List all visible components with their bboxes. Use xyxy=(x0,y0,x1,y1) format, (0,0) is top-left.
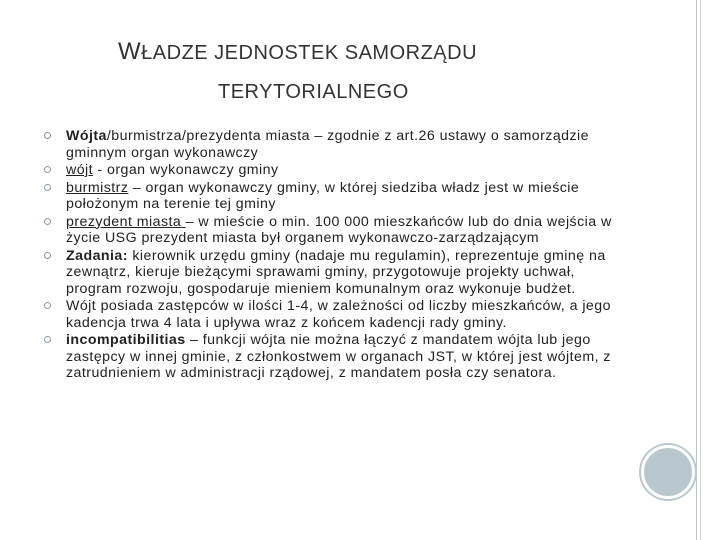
title-line-1 xyxy=(118,40,477,64)
bullet-item xyxy=(42,332,622,382)
bullet-text: - organ wykonawczy gminy xyxy=(93,162,279,178)
bullet-circle-icon xyxy=(44,184,51,191)
bullet-item xyxy=(42,180,622,213)
title-initial: W xyxy=(118,38,142,65)
bullet-item xyxy=(42,248,622,298)
bullet-circle-icon xyxy=(44,166,51,173)
bullet-text: – funkcji wójta nie można łączyć z mandatem wójta lub jego zastępcy w innej gminie, z członkostwem w organach JST, w której jest wójtem, z zatrudnieniem w administracji rządowej, z mandatem posła czy senatora. xyxy=(66,332,611,381)
bullet-text: incompatibilitias xyxy=(66,332,186,348)
bullet-text: – organ wykonawczy gminy, w której siedziba władz jest w mieście położonym na terenie tej gminy xyxy=(66,179,580,212)
bullet-circle-icon xyxy=(44,132,51,139)
decorative-circle xyxy=(641,445,695,499)
bullet-list xyxy=(42,128,622,383)
bullet-item xyxy=(42,128,622,161)
slide-border-line-inner xyxy=(700,0,701,540)
bullet-circle-icon xyxy=(44,218,51,225)
bullet-text: burmistrz xyxy=(66,179,129,196)
bullet-text: Zadania: xyxy=(66,247,128,264)
bullet-item xyxy=(42,214,622,247)
bullet-item xyxy=(42,162,622,179)
title-line-1-rest: ŁADZE JEDNOSTEK SAMORZĄDU xyxy=(141,42,478,64)
bullet-text: /burmistrza/prezydenta miasta – zgodnie z art.26 ustawy o samorządzie gminnym organ wykonawczy xyxy=(66,128,589,161)
bullet-circle-icon xyxy=(44,336,51,343)
bullet-text: kierownik urzędu gminy (nadaje mu regulamin), reprezentuje gminę na zewnątrz, kieruje bieżącymi sprawami gminy, przygotowuje projekty uchwał, program rozwoju, gospodaruje mieniem komunalnym oraz wykonuje budżet. xyxy=(66,247,606,297)
bullet-text: Wójta xyxy=(66,128,107,144)
slide-border-line xyxy=(696,0,697,540)
bullet-circle-icon xyxy=(44,252,51,259)
bullet-circle-icon xyxy=(44,302,51,309)
bullet-text: prezydent miasta xyxy=(66,213,186,230)
bullet-text: Wójt posiada zastępców w ilości 1-4, w zależności od liczby mieszkańców, a jego kadencja trwa 4 lata i upływa wraz z końcem kadencji rady gminy. xyxy=(66,298,611,331)
title-line-2: TERYTORIALNEGO xyxy=(218,81,409,103)
bullet-text: – w mieście o min. 100 000 mieszkańców lub do dnia wejścia w życie USG prezydent miasta był organem wykonawczo-zarządzającym xyxy=(66,213,612,246)
bullet-item xyxy=(42,298,622,331)
bullet-text: wójt xyxy=(66,162,94,178)
